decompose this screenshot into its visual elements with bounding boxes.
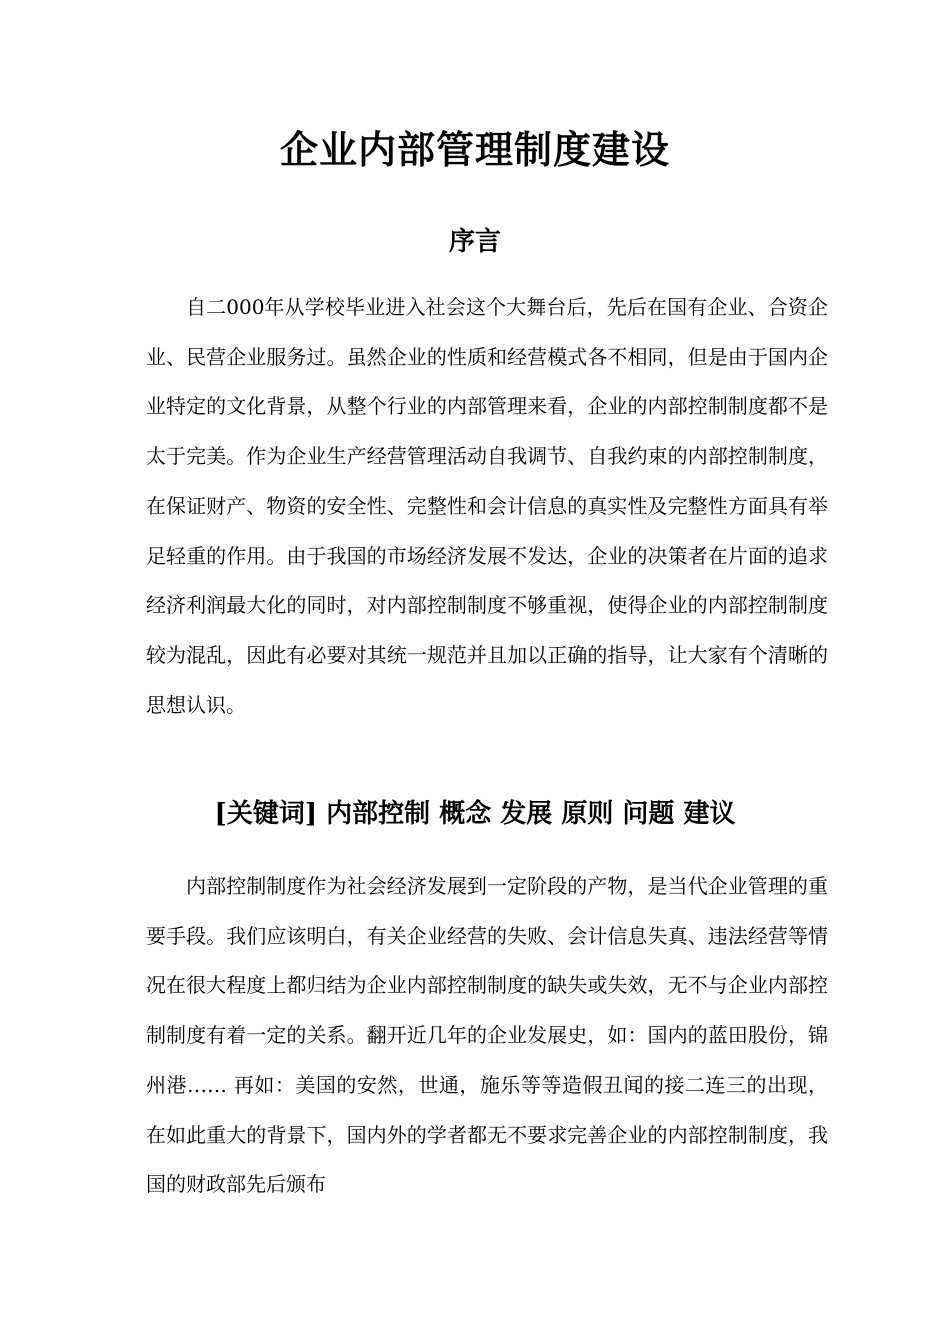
document-title: 企业内部管理制度建设 — [279, 127, 670, 172]
preface-heading: 序言 — [448, 227, 501, 257]
preface-paragraph: 自二000年从学校毕业进入社会这个大舞台后，先后在国有企业、合资企业、民营企业服务过。虽然企业的性质和经营模式各不相同，但是由于国内企业特定的文化背景，从整个行业的内部管理来看，企业的内部控制制度都不是太于完美。作为企业生产经营管理活动自我调节、自我约束的内部控制制度，在保证财产、物资的安全性、完整性和会计信息的真实性及完整性方面具有举足轻重的作用。由于我国的市场经济发展不发达，企业的决策者在片面的追求经济利润最大化的同时，对内部控制制度不够重视，使得企业的内部控制制度较为混乱，因此有必要对其统一规范并且加以正确的指导，让大家有个清晰的思想认识。 — [146, 295, 828, 717]
body-paragraph: 内部控制制度作为社会经济发展到一定阶段的产物，是当代企业管理的重要手段。我们应该明白，有关企业经营的失败、会计信息失真、违法经营等情况在很大程度上都归结为企业内部控制制度的缺失或失效，无不与企业内部控制制度有着一定的关系。翻开近几年的企业发展史，如：国内的蓝田股份，锦州港…… 再如：美国的安然，世通，施乐等等造假丑闻的接二连三的出现，在如此重大的背景下，国内外的学者都无不要求完善企业的内部控制制度，我国的财政部先后颁布 — [146, 874, 828, 1197]
keywords-heading: [关键词] 内部控制 概念 发展 原则 问题 建议 — [214, 799, 736, 829]
